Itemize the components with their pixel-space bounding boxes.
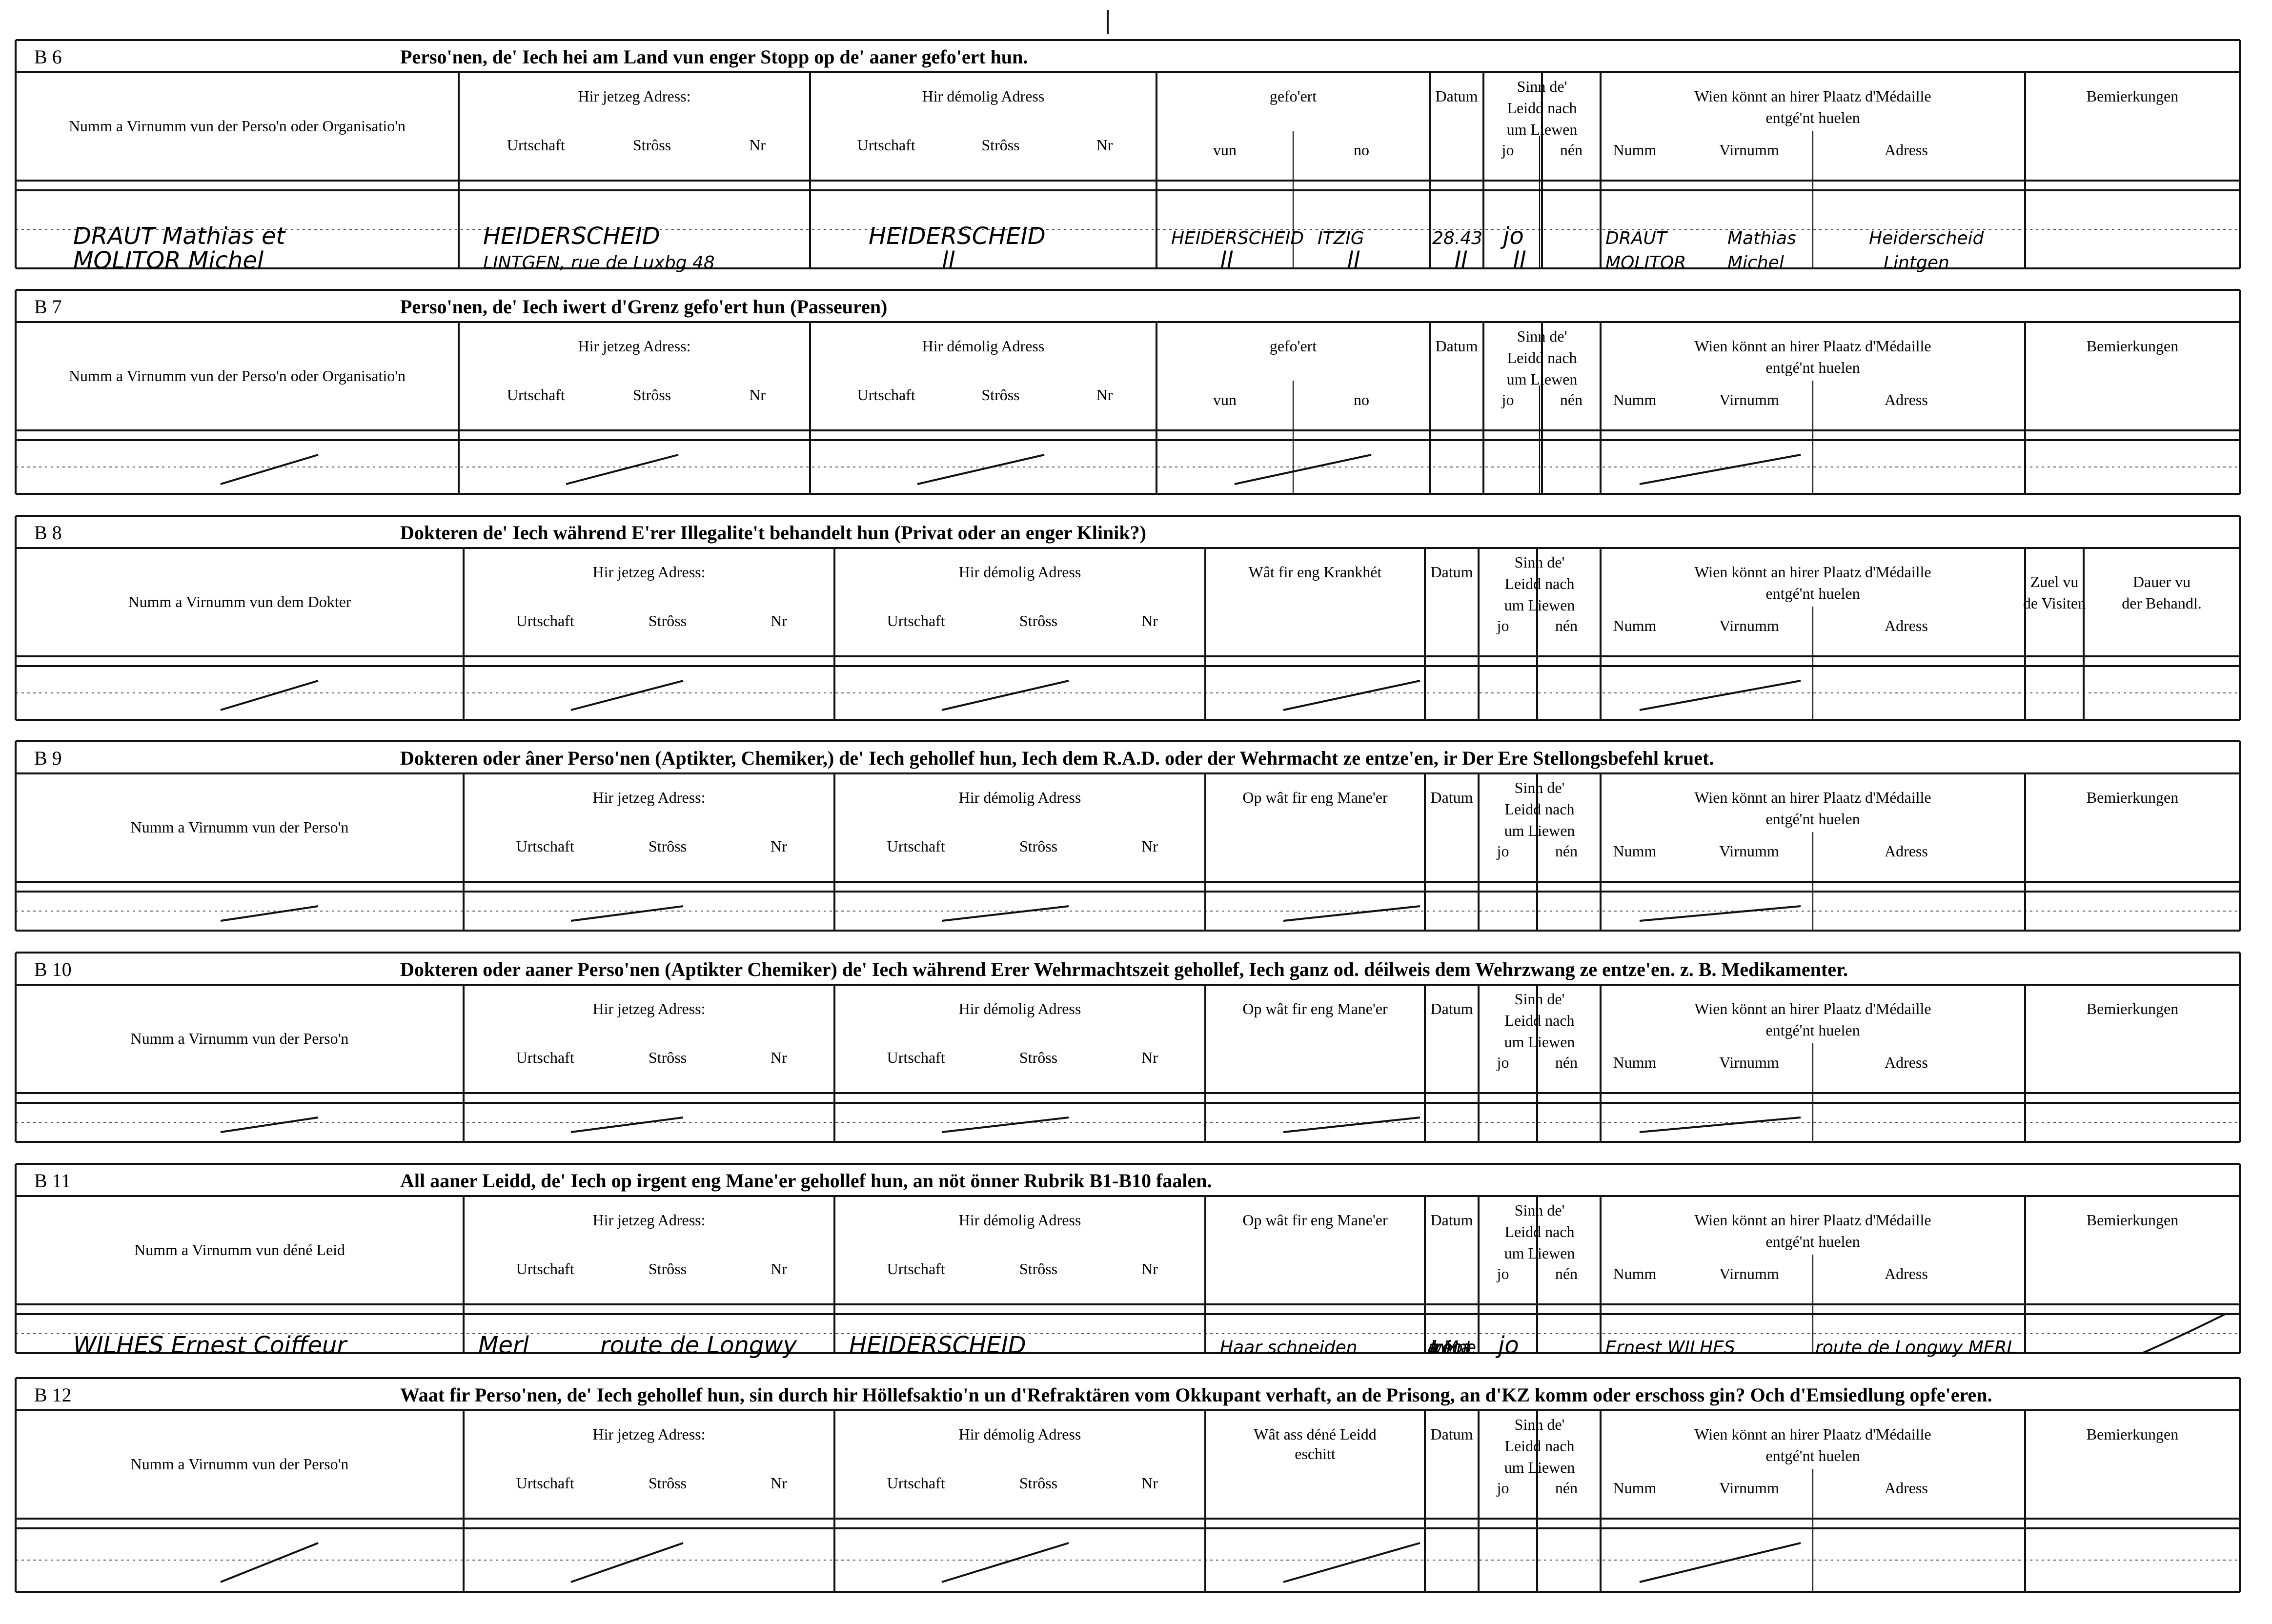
sub-col-yes: jo — [1497, 1054, 1509, 1071]
col-still-alive-header: um Liewen — [1504, 1244, 1575, 1262]
sub-col-yes: jo — [1497, 1479, 1509, 1497]
sub-col-town: Urtschaft — [857, 136, 915, 154]
col-still-alive-header: Sinn de' — [1517, 78, 1567, 95]
section-title: All aaner Leidd, de' Iech op irgent eng Mane'er gehollef hun, an nöt önner Rubrik B1-B10 faalen. — [400, 1170, 1212, 1192]
entry-b11-manner: Haar schneiden — [1220, 1338, 1358, 1358]
col-mid-header: eschitt — [1295, 1445, 1336, 1462]
col-date-header: Datum — [1435, 337, 1478, 355]
col-medal-header: entgé'nt huelen — [1765, 1447, 1860, 1464]
sub-col-yes: jo — [1497, 842, 1509, 860]
col-visits-header: de Visiten — [2023, 594, 2086, 612]
entry-b6-row1-medal-address: Heiderscheid — [1869, 228, 1984, 248]
section-title: Dokteren oder âner Perso'nen (Aptikter, Chemiker,) de' Iech gehollef hun, Iech dem R.A.D. oder der Wehrmacht ze entze'en, ir Der Ere Stellongsbefehl kruet. — [400, 747, 1714, 769]
sub-col-street: Strôss — [1019, 612, 1058, 629]
sub-col-street: Strôss — [981, 386, 1020, 404]
col-medal-header: entgé'nt huelen — [1765, 1233, 1860, 1250]
sub-col-medal-name: Numm — [1613, 617, 1657, 634]
col-still-alive-header: Sinn de' — [1514, 779, 1565, 796]
entry-b6-row1-medal-name: DRAUT — [1605, 228, 1667, 248]
col-medal-header: Wien könnt an hirer Plaatz d'Médaille — [1694, 789, 1931, 806]
sub-col-medal-name: Numm — [1613, 1054, 1657, 1071]
col-duration-header: der Behandl. — [2122, 594, 2202, 612]
entry-b11-medal-name: Ernest WILHES — [1605, 1338, 1735, 1358]
col-still-alive-header: um Liewen — [1504, 596, 1575, 614]
col-current-address-header: Hir jetzeg Adress: — [578, 337, 691, 355]
col-current-address-header: Hir jetzeg Adress: — [592, 1211, 706, 1229]
sub-col-medal-firstname: Virnumm — [1719, 617, 1779, 634]
col-mid-header: Op wât fir eng Mane'er — [1242, 789, 1388, 806]
col-still-alive-header: Leidd nach — [1507, 99, 1577, 117]
sub-col-number: Nr — [771, 1049, 787, 1066]
col-transported-header: gefo'ert — [1269, 337, 1317, 355]
section-title: Perso'nen, de' Iech hei am Land vun enger Stopp op de' aaner gefo'ert hun. — [400, 46, 1028, 68]
col-name-header: Numm a Virnumm vun dem Dokter — [128, 593, 351, 610]
sub-col-yes: jo — [1501, 141, 1514, 159]
section-title: Waat fir Perso'nen, de' Iech gehollef hun, sin durch hir Höllefsaktio'n un d'Refraktären vom Okkupant verhaft, an de Prisong, an d'KZ komm oder erschoss gin? Och d'Emsiedlung opfe'eren. — [400, 1384, 1992, 1406]
sub-col-medal-firstname: Virnumm — [1719, 842, 1779, 860]
col-still-alive-header: um Liewen — [1504, 1033, 1575, 1051]
col-still-alive-header: um Liewen — [1506, 121, 1578, 138]
col-former-address-header: Hir démolig Adress — [958, 1211, 1081, 1229]
col-medal-header: entgé'nt huelen — [1765, 359, 1860, 376]
col-remarks-header: Bemierkungen — [2086, 1211, 2179, 1229]
sub-col-number: Nr — [1141, 1260, 1158, 1278]
sub-col-number: Nr — [771, 612, 787, 629]
col-still-alive-header: Sinn de' — [1514, 553, 1565, 571]
col-remarks-header: Bemierkungen — [2086, 1000, 2179, 1017]
col-former-address-header: Hir démolig Adress — [958, 789, 1081, 806]
col-medal-header: entgé'nt huelen — [1765, 810, 1860, 828]
col-remarks-header: Bemierkungen — [2086, 1425, 2179, 1443]
sub-col-yes: jo — [1501, 391, 1514, 408]
section-title: Perso'nen, de' Iech iwert d'Grenz gefo'ert hun (Passeuren) — [400, 296, 888, 318]
col-name-header: Numm a Virnumm vun déné Leid — [134, 1241, 345, 1259]
sub-col-number: Nr — [749, 136, 766, 154]
col-date-header: Datum — [1435, 87, 1478, 105]
entry-b6-row2-to: ll — [1347, 247, 1360, 274]
sub-col-no: nén — [1555, 842, 1578, 860]
col-still-alive-header: Leidd nach — [1507, 349, 1577, 366]
sub-col-medal-firstname: Virnumm — [1719, 1479, 1779, 1497]
col-date-header: Datum — [1430, 1000, 1473, 1017]
col-medal-header: entgé'nt huelen — [1765, 585, 1860, 602]
sub-col-no: nén — [1560, 391, 1583, 408]
col-name-header: Numm a Virnumm vun der Perso'n — [130, 1455, 349, 1473]
col-mid-header: Op wât fir eng Mane'er — [1242, 1000, 1388, 1017]
sub-col-street: Strôss — [1019, 1474, 1058, 1492]
sub-col-number: Nr — [1141, 612, 1158, 629]
col-former-address-header: Hir démolig Adress — [958, 1425, 1081, 1443]
sub-col-to: no — [1354, 391, 1369, 408]
sub-col-medal-firstname: Virnumm — [1719, 141, 1779, 159]
sub-col-medal-address: Adress — [1884, 1265, 1928, 1282]
col-still-alive-header: um Liewen — [1504, 822, 1575, 839]
col-still-alive-header: um Liewen — [1504, 1459, 1575, 1476]
sub-col-no: nén — [1555, 1265, 1578, 1282]
entry-b11-address-town: Merl — [478, 1332, 529, 1359]
section-id: B 12 — [34, 1384, 72, 1406]
col-still-alive-header: Leidd nach — [1504, 575, 1575, 592]
sub-col-town: Urtschaft — [857, 386, 915, 404]
col-transported-header: gefo'ert — [1269, 87, 1317, 105]
col-name-header: Numm a Virnumm vun der Perso'n oder Organisatio'n — [68, 117, 406, 135]
section-id: B 7 — [34, 296, 62, 318]
entry-b6-row1-to: ITZIG — [1318, 228, 1364, 248]
entry-b11-date: alle zwei Monate — [1427, 1338, 1476, 1358]
col-former-address-header: Hir démolig Adress — [922, 337, 1045, 355]
sub-col-street: Strôss — [981, 136, 1020, 154]
entry-b11-address-old: HEIDERSCHEID — [849, 1332, 1026, 1359]
section-id: B 9 — [34, 747, 62, 769]
sub-col-town: Urtschaft — [507, 136, 565, 154]
col-former-address-header: Hir démolig Adress — [958, 563, 1081, 581]
col-date-header: Datum — [1430, 563, 1473, 581]
entry-b6-row1-from: HEIDERSCHEID — [1171, 228, 1304, 248]
sub-col-number: Nr — [1096, 136, 1113, 154]
col-still-alive-header: Sinn de' — [1514, 990, 1565, 1008]
sub-col-medal-firstname: Virnumm — [1719, 1054, 1779, 1071]
entry-b6-row2-medal-firstname: Michel — [1727, 253, 1784, 273]
col-date-header: Datum — [1430, 789, 1473, 806]
col-remarks-header: Bemierkungen — [2086, 789, 2179, 806]
section-title: Dokteren de' Iech während E'rer Illegalite't behandelt hun (Privat oder an enger Klinik?) — [400, 522, 1146, 544]
sub-col-medal-firstname: Virnumm — [1719, 391, 1779, 408]
sub-col-number: Nr — [771, 1260, 787, 1278]
sub-col-street: Strôss — [648, 1260, 687, 1278]
sub-col-street: Strôss — [648, 612, 687, 629]
col-still-alive-header: Sinn de' — [1514, 1416, 1565, 1433]
sub-col-town: Urtschaft — [516, 1260, 574, 1278]
sub-col-medal-name: Numm — [1613, 1265, 1657, 1282]
sub-col-street: Strôss — [1019, 1049, 1058, 1066]
sub-col-no: nén — [1555, 1479, 1578, 1497]
entry-b6-row2-date: ll — [1454, 247, 1467, 274]
entry-b6-row1-address-old: HEIDERSCHEID — [869, 223, 1046, 250]
col-medal-header: Wien könnt an hirer Plaatz d'Médaille — [1694, 337, 1931, 355]
entry-b6-row2-address-old: ll — [942, 247, 955, 274]
entry-b6-row2-name: MOLITOR Michel — [73, 247, 264, 274]
col-date-header: Datum — [1430, 1425, 1473, 1443]
sub-col-street: Strôss — [648, 1474, 687, 1492]
sub-col-yes: jo — [1497, 1265, 1509, 1282]
col-former-address-header: Hir démolig Adress — [958, 1000, 1081, 1017]
col-still-alive-header: Sinn de' — [1517, 327, 1567, 345]
sub-col-yes: jo — [1497, 617, 1509, 634]
sub-col-medal-address: Adress — [1884, 1054, 1928, 1071]
sub-col-town: Urtschaft — [516, 837, 574, 855]
sub-col-number: Nr — [1141, 1049, 1158, 1066]
entry-b6-row1-medal-firstname: Mathias — [1727, 228, 1796, 248]
sub-col-town: Urtschaft — [516, 1049, 574, 1066]
section-id: B 11 — [34, 1170, 71, 1192]
sub-col-street: Strôss — [648, 837, 687, 855]
section-title: Dokteren oder aaner Perso'nen (Aptikter Chemiker) de' Iech während Erer Wehrmachtszeit gehollef, Iech ganz od. déilweis dem Wehrzwang ze entze'en. z. B. Medikamenter. — [400, 958, 1848, 980]
sub-col-medal-name: Numm — [1613, 842, 1657, 860]
entry-b6-row1-alive: jo — [1503, 223, 1524, 250]
sub-col-medal-address: Adress — [1884, 842, 1928, 860]
col-current-address-header: Hir jetzeg Adress: — [592, 1425, 706, 1443]
sub-col-medal-name: Numm — [1613, 1479, 1657, 1497]
col-still-alive-header: Leidd nach — [1504, 1223, 1575, 1240]
section-id: B 8 — [34, 522, 62, 544]
col-remarks-header: Bemierkungen — [2086, 87, 2179, 105]
col-medal-header: entgé'nt huelen — [1765, 109, 1860, 126]
entry-b6-row2-medal-name: MOLITOR — [1605, 253, 1686, 273]
col-medal-header: entgé'nt huelen — [1765, 1021, 1860, 1039]
col-medal-header: Wien könnt an hirer Plaatz d'Médaille — [1694, 1425, 1931, 1443]
col-current-address-header: Hir jetzeg Adress: — [592, 789, 706, 806]
sub-col-town: Urtschaft — [887, 1260, 945, 1278]
col-mid-header: Wât fir eng Krankhét — [1248, 563, 1382, 581]
col-duration-header: Dauer vu — [2132, 573, 2191, 590]
sub-col-medal-address: Adress — [1884, 391, 1928, 408]
col-still-alive-header: Leidd nach — [1504, 800, 1575, 818]
sub-col-number: Nr — [771, 1474, 787, 1492]
entry-b6-row1-address-now: HEIDERSCHEID — [483, 223, 660, 250]
sub-col-town: Urtschaft — [887, 1474, 945, 1492]
col-current-address-header: Hir jetzeg Adress: — [592, 1000, 706, 1017]
col-remarks-header: Bemierkungen — [2086, 337, 2179, 355]
sub-col-town: Urtschaft — [887, 837, 945, 855]
col-date-header: Datum — [1430, 1211, 1473, 1229]
sub-col-medal-firstname: Virnumm — [1719, 1265, 1779, 1282]
entry-b11-medal-address: route de Longwy MERL — [1815, 1338, 2017, 1358]
entry-b11-alive: jo — [1498, 1332, 1519, 1359]
sub-col-no: nén — [1555, 1054, 1578, 1071]
entry-b11-address-street: route de Longwy — [600, 1332, 797, 1359]
sub-col-number: Nr — [1096, 386, 1113, 404]
col-medal-header: Wien könnt an hirer Plaatz d'Médaille — [1694, 1211, 1931, 1229]
entry-b6-row2-medal-address: Lintgen — [1884, 253, 1949, 273]
sub-col-street: Strôss — [632, 136, 671, 154]
sub-col-town: Urtschaft — [887, 612, 945, 629]
entry-b11-name: WILHES Ernest Coiffeur — [73, 1332, 347, 1359]
col-medal-header: Wien könnt an hirer Plaatz d'Médaille — [1694, 563, 1931, 581]
sub-col-number: Nr — [1141, 1474, 1158, 1492]
section-id: B 10 — [34, 958, 72, 980]
sub-col-no: nén — [1555, 617, 1578, 634]
col-still-alive-header: Sinn de' — [1514, 1201, 1565, 1219]
sub-col-medal-name: Numm — [1613, 391, 1657, 408]
col-mid-header: Op wât fir eng Mane'er — [1242, 1211, 1388, 1229]
col-still-alive-header: um Liewen — [1506, 370, 1578, 388]
sub-col-town: Urtschaft — [516, 612, 574, 629]
sub-col-from: vun — [1213, 141, 1237, 159]
sub-col-medal-address: Adress — [1884, 1479, 1928, 1497]
entry-b6-row1-name: DRAUT Mathias et — [73, 223, 285, 250]
col-current-address-header: Hir jetzeg Adress: — [592, 563, 706, 581]
section-id: B 6 — [34, 46, 62, 68]
col-former-address-header: Hir démolig Adress — [922, 87, 1045, 105]
col-name-header: Numm a Virnumm vun der Perso'n — [130, 1030, 349, 1047]
col-name-header: Numm a Virnumm vun der Perso'n oder Organisatio'n — [68, 367, 406, 385]
col-mid-header: Wât ass déné Leidd — [1254, 1425, 1377, 1443]
entry-b6-row2-from: ll — [1220, 247, 1233, 274]
sub-col-town: Urtschaft — [887, 1049, 945, 1066]
col-still-alive-header: Leidd nach — [1504, 1012, 1575, 1029]
sub-col-street: Strôss — [632, 386, 671, 404]
sub-col-from: vun — [1213, 391, 1237, 408]
sub-col-number: Nr — [771, 837, 787, 855]
col-name-header: Numm a Virnumm vun der Perso'n — [130, 818, 349, 836]
sub-col-number: Nr — [1141, 837, 1158, 855]
col-medal-header: Wien könnt an hirer Plaatz d'Médaille — [1694, 1000, 1931, 1017]
sub-col-town: Urtschaft — [507, 386, 565, 404]
sub-col-number: Nr — [749, 386, 766, 404]
sub-col-medal-name: Numm — [1613, 141, 1657, 159]
sub-col-medal-address: Adress — [1884, 617, 1928, 634]
sub-col-town: Urtschaft — [516, 1474, 574, 1492]
entry-b6-row2-address-now: LINTGEN, rue de Luxbg 48 — [483, 253, 715, 273]
sub-col-street: Strôss — [1019, 1260, 1058, 1278]
col-medal-header: Wien könnt an hirer Plaatz d'Médaille — [1694, 87, 1931, 105]
sub-col-to: no — [1354, 141, 1369, 159]
col-still-alive-header: Leidd nach — [1504, 1437, 1575, 1455]
sub-col-no: nén — [1560, 141, 1583, 159]
entry-b6-row2-alive: ll — [1513, 247, 1526, 274]
sub-col-street: Strôss — [1019, 837, 1058, 855]
entry-b6-row1-date: 28.43 — [1432, 228, 1483, 248]
col-current-address-header: Hir jetzeg Adress: — [578, 87, 691, 105]
col-visits-header: Zuel vu — [2030, 573, 2079, 590]
sub-col-medal-address: Adress — [1884, 141, 1928, 159]
sub-col-street: Strôss — [648, 1049, 687, 1066]
